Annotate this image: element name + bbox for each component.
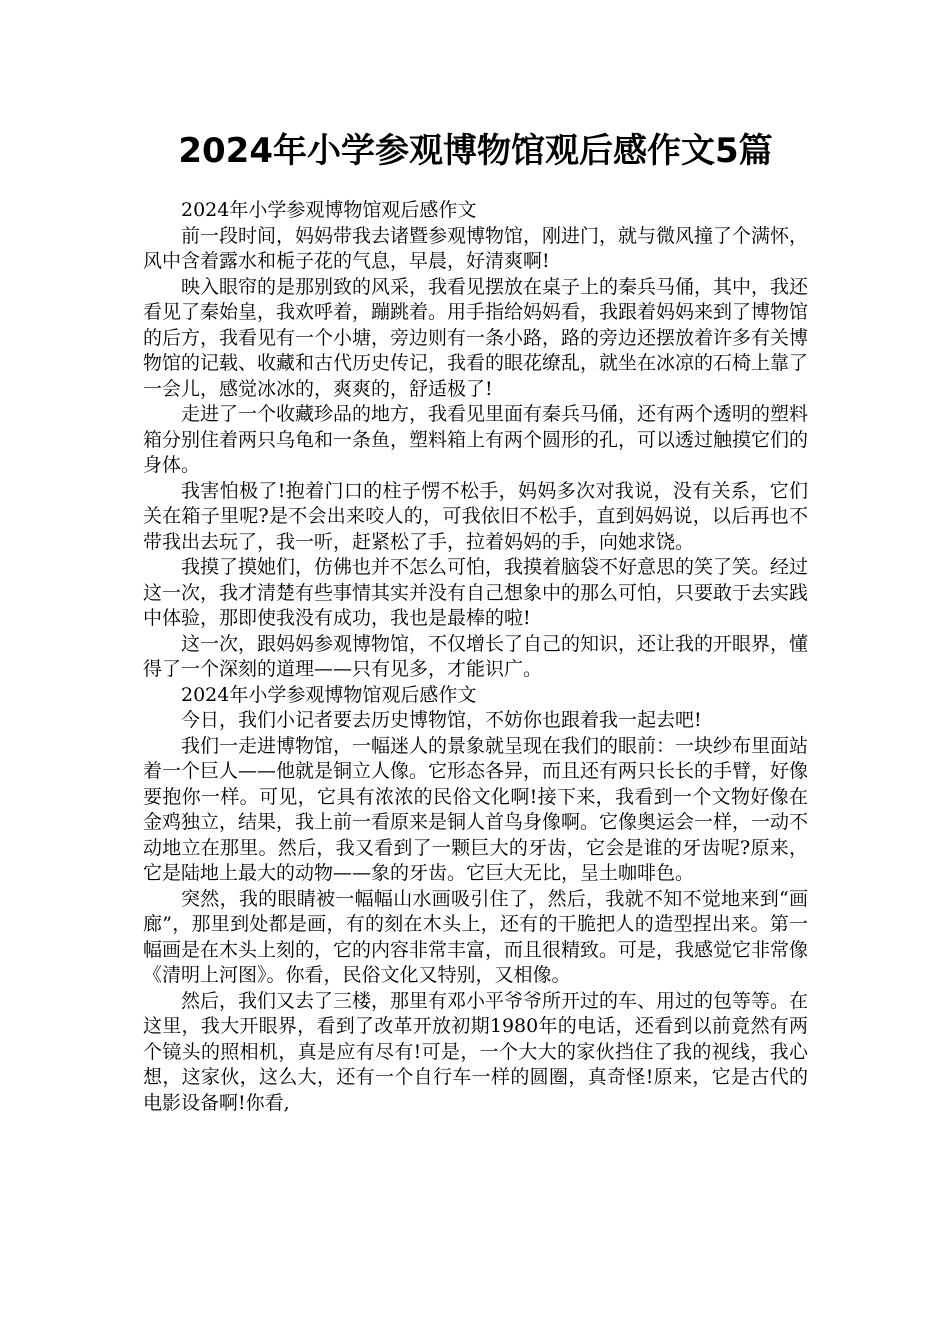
paragraph: 今日，我们小记者要去历史博物馆，不妨你也跟着我一起去吧! [181, 709, 702, 731]
document-title: 2024年小学参观博物馆观后感作文5篇 [178, 131, 773, 171]
paragraph: 我摸了摸她们，仿佛也并不怎么可怕，我摸着脑袋不好意思的笑了笑。经过这一次，我才清楚有些事情其实并没有自己想象中的那么可怕，只要敢于去实践中体验，那即使我没有成功，我也是最棒的啦! [143, 556, 809, 629]
paragraph-subtitle-1: 2024年小学参观博物馆观后感作文 [181, 199, 477, 221]
document-page [143, 128, 808, 1116]
paragraph: 我们一走进博物馆，一幅迷人的景象就呈现在我们的眼前：一块纱布里面站着一个巨人——他就是铜立人像。它形态各异，而且还有两只长长的手臂，好像要抱你一样。可见，它具有浓浓的民俗文化啊!接下来，我看到一个文物好像在金鸡独立，结果，我上前一看原来是铜人首鸟身像啊。它像奥运会一样，一动不动地立在那里。然后，我又看到了一颗巨大的牙齿，它会是谁的牙齿呢?原来，它是陆地上最大的动物——象的牙齿。它巨大无比，呈土咖啡色。 [143, 734, 809, 884]
paragraph: 前一段时间，妈妈带我去诸暨参观博物馆，刚进门，就与微风撞了个满怀，风中含着露水和栀子花的气息，早晨，好清爽啊! [143, 224, 809, 272]
paragraph: 我害怕极了!抱着门口的柱子愣不松手，妈妈多次对我说，没有关系，它们关在箱子里呢?是不会出来咬人的，可我依旧不松手，直到妈妈说，以后再也不带我出去玩了，我一听，赶紧松了手，拉着妈妈的手，向她求饶。 [143, 479, 808, 553]
document-body [143, 198, 808, 1116]
paragraph: 然后，我们又去了三楼，那里有邓小平爷爷所开过的车、用过的包等等。在这里，我大开眼界，看到了改革开放初期1980年的电话，还看到以前竟然有两个镜头的照相机，真是应有尽有!可是，一个大大的家伙挡住了我的视线，我心想，这家伙，这么大，还有一个自行车一样的圆圈，真奇怪!原来，它是古代的电影设备啊!你看, [143, 989, 809, 1114]
paragraph: 突然，我的眼睛被一幅幅山水画吸引住了，然后，我就不知不觉地来到“画廊”，那里到处都是画，有的刻在木头上，还有的干脆把人的造型捏出来。第一幅画是在木头上刻的，它的内容非常丰富，而且很精致。可是，我感觉它非常像《清明上河图》。你看，民俗文化又特别，又相像。 [143, 887, 809, 986]
paragraph-subtitle-2: 2024年小学参观博物馆观后感作文 [181, 683, 477, 706]
paragraph: 这一次，跟妈妈参观博物馆，不仅增长了自己的知识，还让我的开眼界，懂得了一个深刻的道理——只有见多，才能识广。 [143, 632, 809, 680]
paragraph: 走进了一个收藏珍品的地方，我看见里面有秦兵马俑，还有两个透明的塑料箱分别住着两只乌龟和一条鱼，塑料箱上有两个圆形的孔，可以透过触摸它们的身体。 [143, 403, 809, 476]
paragraph: 映入眼帘的是那别致的风采，我看见摆放在桌子上的秦兵马俑，其中，我还看见了秦始皇，我欢呼着，蹦跳着。用手指给妈妈看，我跟着妈妈来到了博物馆的后方，我看见有一个小塘，旁边则有一条小路，路的旁边还摆放着许多有关博物馆的记载、收藏和古代历史传记，我看的眼花缭乱，就坐在冰凉的石椅上靠了一会儿，感觉冰冰的，爽爽的，舒适极了! [143, 275, 809, 400]
